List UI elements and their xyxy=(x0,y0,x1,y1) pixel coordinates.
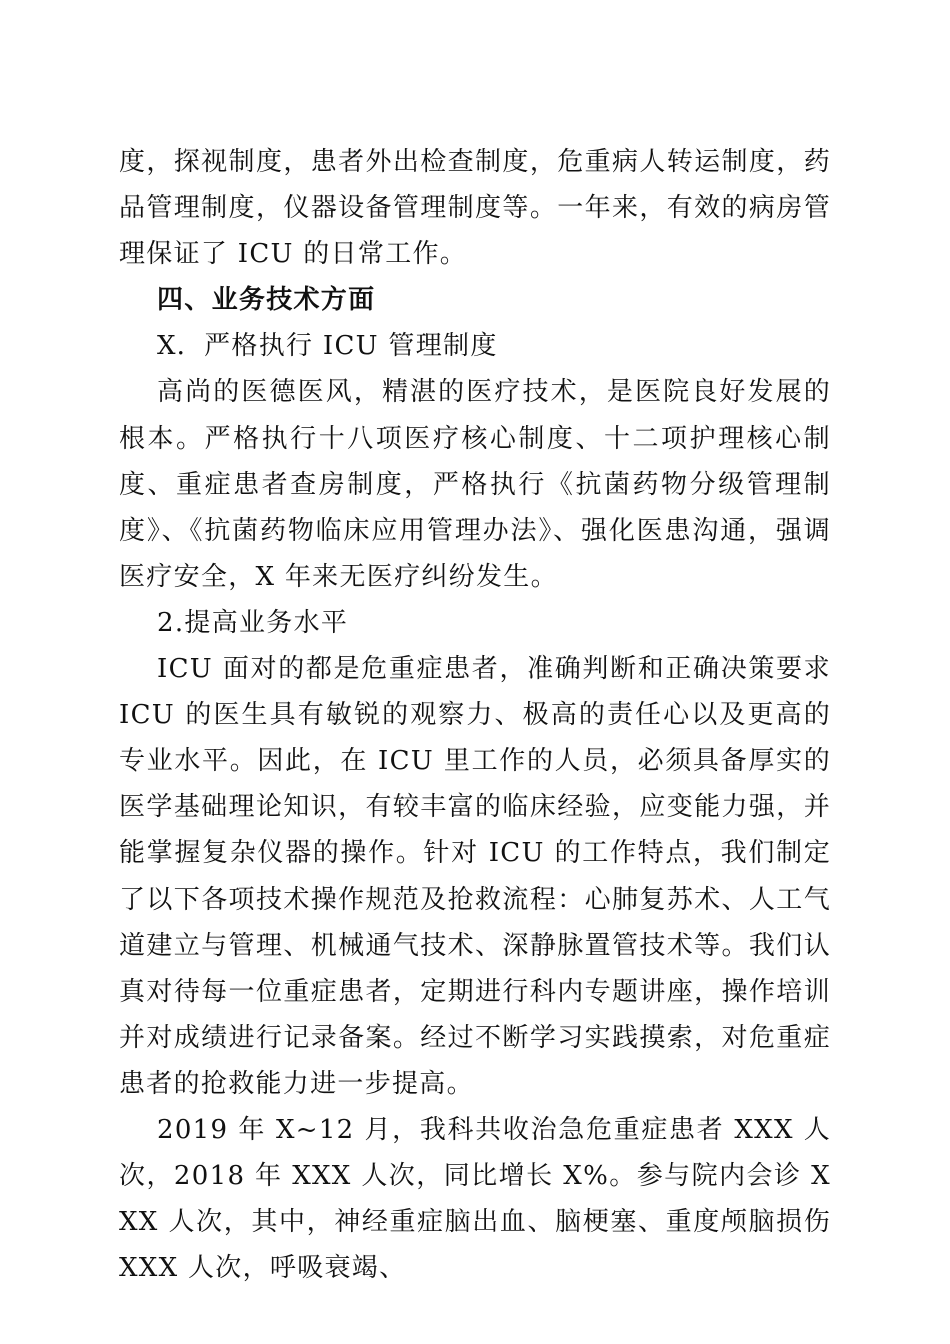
subheading-strict-icu-management: X．严格执行 ICU 管理制度 xyxy=(157,331,498,362)
subheading-improve-business-level: 2.提高业务水平 xyxy=(157,607,349,638)
paragraph-ward-management-continued: 度，探视制度，患者外出检查制度，危重病人转运制度，药品管理制度，仪器设备管理制度等。一年来，有效的病房管理保证了 ICU 的日常工作。 xyxy=(119,147,831,270)
paragraph-icu-skills: ICU 面对的都是危重症患者，准确判断和正确决策要求 ICU 的医生具有敏锐的观察力、极高的责任心以及更高的专业水平。因此，在 ICU 里工作的人员，必须具备厚实的医学基础理论知识，有较丰富的临床经验，应变能力强，并能掌握复杂仪器的操作。针对 ICU 的工作特点，我们制定了以下各项技术操作规范及抢救流程：心肺复苏术、人工气道建立与管理、机械通气技术、深静脉置管技术等。我们认真对待每一位重症患者，定期进行科内专题讲座，操作培训并对成绩进行记录备案。经过不断学习实践摸索，对危重症患者的抢救能力进一步提高。 xyxy=(119,654,831,1099)
paragraph-medical-ethics: 高尚的医德医风，精湛的医疗技术，是医院良好发展的根本。严格执行十八项医疗核心制度、十二项护理核心制度、重症患者查房制度，严格执行《抗菌药物分级管理制度》、《抗菌药物临床应用管理办法》、强化医患沟通，强调医疗安全，X 年来无医疗纠纷发生。 xyxy=(119,377,831,592)
document-body xyxy=(119,139,831,1291)
paragraph-patient-statistics: 2019 年 X~12 月，我科共收治急危重症患者 XXX 人次，2018 年 XXX 人次，同比增长 X%。参与院内会诊 XXX 人次，其中，神经重症脑出血、脑梗塞、重度颅脑损伤 XXX 人次，呼吸衰竭、 xyxy=(119,1114,831,1284)
section-heading-business-technology: 四、业务技术方面 xyxy=(157,285,376,316)
